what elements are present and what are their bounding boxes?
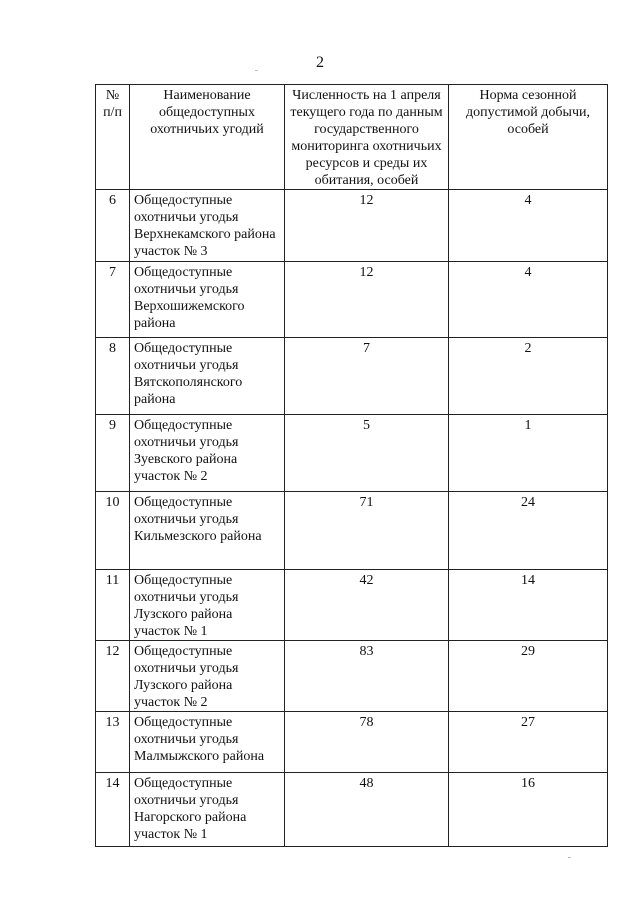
table-row bbox=[96, 338, 608, 415]
row-number: 11 bbox=[96, 570, 130, 641]
row-number: 9 bbox=[96, 415, 130, 492]
table-row bbox=[96, 641, 608, 712]
row-count: 7 bbox=[285, 338, 449, 415]
row-norm: 4 bbox=[449, 262, 608, 338]
row-name: Общедоступные охотничьи угодья Верхнекамского района участок № 3 bbox=[130, 190, 285, 262]
row-number: 7 bbox=[96, 262, 130, 338]
row-name: Общедоступные охотничьи угодья Зуевского района участок № 2 bbox=[130, 415, 285, 492]
row-number: 10 bbox=[96, 492, 130, 570]
row-name: Общедоступные охотничьи угодья Вятскополянского района bbox=[130, 338, 285, 415]
row-name: Общедоступные охотничьи угодья Нагорского района участок № 1 bbox=[130, 773, 285, 847]
row-count: 12 bbox=[285, 190, 449, 262]
scan-speck bbox=[568, 857, 571, 858]
hunting-grounds-table bbox=[95, 84, 608, 847]
row-count: 71 bbox=[285, 492, 449, 570]
scan-speck bbox=[255, 70, 258, 71]
row-name: Общедоступные охотничьи угодья Лузского района участок № 1 bbox=[130, 570, 285, 641]
row-count: 83 bbox=[285, 641, 449, 712]
row-count: 42 bbox=[285, 570, 449, 641]
table-row bbox=[96, 492, 608, 570]
row-name: Общедоступные охотничьи угодья Лузского района участок № 2 bbox=[130, 641, 285, 712]
row-count: 5 bbox=[285, 415, 449, 492]
row-norm: 29 bbox=[449, 641, 608, 712]
row-count: 48 bbox=[285, 773, 449, 847]
row-norm: 14 bbox=[449, 570, 608, 641]
table-row bbox=[96, 773, 608, 847]
table-row bbox=[96, 262, 608, 338]
page-number: 2 bbox=[316, 54, 324, 71]
row-norm: 1 bbox=[449, 415, 608, 492]
header-norm: Норма сезонной допустимой добычи, особей bbox=[449, 85, 608, 190]
table-row bbox=[96, 712, 608, 773]
table-header-row bbox=[96, 85, 608, 190]
header-name: Наименование общедоступных охотничьих угодий bbox=[130, 85, 285, 190]
table-row bbox=[96, 570, 608, 641]
row-number: 6 bbox=[96, 190, 130, 262]
row-norm: 24 bbox=[449, 492, 608, 570]
row-norm: 4 bbox=[449, 190, 608, 262]
row-norm: 16 bbox=[449, 773, 608, 847]
header-number: № п/п bbox=[96, 85, 130, 190]
header-count: Численность на 1 апреля текущего года по данным государственного мониторинга охотничьих ресурсов и среды их обитания, особей bbox=[285, 85, 449, 190]
row-norm: 2 bbox=[449, 338, 608, 415]
row-name: Общедоступные охотничьи угодья Верхошижемского района bbox=[130, 262, 285, 338]
row-number: 8 bbox=[96, 338, 130, 415]
row-name: Общедоступные охотничьи угодья Малмыжского района bbox=[130, 712, 285, 773]
table-row bbox=[96, 415, 608, 492]
row-name: Общедоступные охотничьи угодья Кильмезского района bbox=[130, 492, 285, 570]
row-count: 12 bbox=[285, 262, 449, 338]
row-number: 12 bbox=[96, 641, 130, 712]
row-count: 78 bbox=[285, 712, 449, 773]
row-number: 13 bbox=[96, 712, 130, 773]
table-row bbox=[96, 190, 608, 262]
row-norm: 27 bbox=[449, 712, 608, 773]
row-number: 14 bbox=[96, 773, 130, 847]
